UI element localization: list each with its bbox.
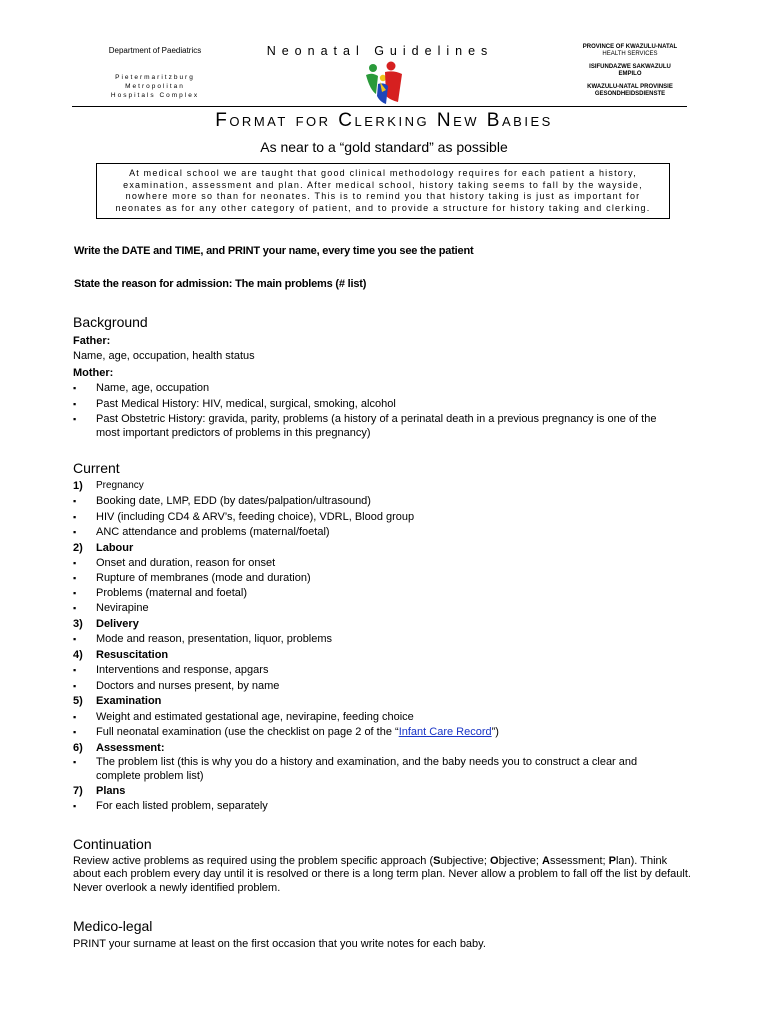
numbered-heading	[73, 617, 139, 631]
text-span: bjective;	[498, 855, 542, 867]
text-span: ubjective;	[440, 855, 490, 867]
complex-line: Metropolitan	[125, 83, 185, 90]
list-item-text: Problems (maternal and foetal)	[96, 587, 248, 599]
bullet-icon: ▪	[73, 573, 77, 583]
complex-line: Hospitals Complex	[110, 92, 200, 99]
item-label: Pregnancy	[96, 480, 144, 491]
father-text: Name, age, occupation, health status	[73, 350, 255, 362]
header-left	[90, 46, 220, 100]
soap-letter: A	[541, 855, 550, 867]
text-span: lan).	[615, 855, 638, 867]
list-item-text: ANC attendance and problems (maternal/foetal)	[96, 526, 330, 538]
soap-letter: S	[433, 855, 441, 867]
bullet-icon: ▪	[73, 558, 77, 568]
list-item-text: Booking date, LMP, EDD (by dates/palpation/ultrasound)	[96, 495, 371, 507]
list-item-text: Rupture of membranes (mode and duration)	[96, 572, 311, 584]
bullet-icon: ▪	[73, 634, 77, 644]
text-span: Full neonatal examination (use the checklist on page 2 of the “	[96, 726, 399, 738]
list-item-text: Past Medical History: HIV, medical, surgical, smoking, alcohol	[96, 398, 396, 410]
item-number: 5)	[73, 695, 83, 707]
father-label: Father:	[73, 335, 111, 347]
bullet-icon: ▪	[73, 603, 77, 613]
medico-legal-text: PRINT your surname at least on the first occasion that you write notes for each baby.	[73, 938, 486, 950]
kzn-health-logo	[362, 60, 412, 106]
list-item-text: Name, age, occupation	[96, 382, 210, 394]
list-item-text: Mode and reason, presentation, liquor, problems	[96, 633, 333, 645]
bullet-icon: ▪	[73, 665, 77, 675]
soap-letter: O	[490, 855, 499, 867]
page-subtitle: As near to a “gold standard” as possible	[260, 139, 508, 155]
text-span: ssessment;	[549, 855, 609, 867]
mother-label: Mother:	[73, 367, 114, 379]
bullet-icon: ▪	[73, 757, 77, 767]
province-name: PROVINCE OF KWAZULU-NATAL	[582, 44, 678, 50]
item-label: Labour	[96, 542, 134, 554]
province-sub-zulu: EMPILO	[618, 71, 642, 77]
continuation-paragraph	[73, 855, 693, 895]
bullet-icon: ▪	[73, 512, 77, 522]
bullet-icon: ▪	[73, 527, 77, 537]
section-heading-medico-legal: Medico-legal	[73, 918, 153, 934]
province-name-zulu: ISIFUNDAZWE SAKWAZULU	[589, 64, 671, 70]
text-span: Think about each problem every day until it is resolved or there is a long term plan. Never allow a problem to fall off the list by default. Never overlook a newly identified problem.	[73, 855, 691, 894]
header-divider	[72, 106, 687, 107]
list-item-text: Nevirapine	[96, 602, 149, 614]
section-heading-continuation: Continuation	[73, 836, 152, 852]
list-item-text: Doctors and nurses present, by name	[96, 680, 280, 692]
bullet-icon: ▪	[73, 681, 77, 691]
list-item-text: The problem list (this is why you do a history and examination, and the baby needs you to construct a clear and complete problem list)	[96, 756, 638, 782]
section-heading-background: Background	[73, 314, 148, 330]
item-number: 2)	[73, 542, 83, 554]
item-number: 6)	[73, 742, 83, 754]
list-item-text: Weight and estimated gestational age, nevirapine, feeding choice	[96, 711, 414, 723]
numbered-heading	[73, 648, 169, 662]
item-number: 4)	[73, 649, 83, 661]
list-item-text: HIV (including CD4 & ARV’s, feeding choice), VDRL, Blood group	[96, 511, 415, 523]
province-sub-afrikaans: GESONDHEIDSDIENSTE	[594, 91, 666, 97]
section-heading-current: Current	[73, 460, 120, 476]
numbered-heading	[73, 479, 144, 493]
hospital-complex	[90, 73, 220, 100]
numbered-heading	[73, 741, 165, 755]
bullet-icon: ▪	[73, 801, 77, 811]
bullet-icon: ▪	[73, 496, 77, 506]
item-number: 1)	[73, 480, 83, 492]
item-label: Examination	[96, 695, 162, 707]
guidelines-title: Neonatal Guidelines	[266, 44, 494, 58]
header-right	[560, 44, 700, 104]
list-item-text: Past Obstetric History: gravida, parity, problems (a history of a perinatal death in a previous pregnancy is one of the most important predictors of problems in this pregnancy)	[96, 413, 657, 439]
page-title: Format for Clerking New Babies	[215, 110, 553, 131]
bullet-icon: ▪	[73, 712, 77, 722]
item-label: Delivery	[96, 618, 139, 630]
item-label: Plans	[96, 785, 126, 797]
complex-line: Pietermaritzburg	[115, 74, 195, 81]
item-label: Assessment:	[96, 742, 165, 754]
item-number: 3)	[73, 618, 83, 630]
text-span: ”)	[491, 726, 499, 738]
numbered-heading	[73, 784, 126, 798]
text-span: Review active problems as required using the problem specific approach (	[73, 855, 434, 867]
bullet-icon: ▪	[73, 399, 77, 409]
province-name-afrikaans: KWAZULU-NATAL PROVINSIE	[587, 84, 673, 90]
numbered-heading	[73, 694, 162, 708]
item-number: 7)	[73, 785, 83, 797]
bullet-icon: ▪	[73, 383, 77, 393]
bullet-icon: ▪	[73, 588, 77, 598]
instruction-date-time: Write the DATE and TIME, and PRINT your name, every time you see the patient	[74, 245, 474, 257]
soap-letter: P	[608, 855, 616, 867]
bullet-icon: ▪	[73, 727, 77, 737]
province-sub: HEALTH SERVICES	[602, 51, 658, 57]
bullet-icon: ▪	[73, 414, 77, 424]
list-item-text: For each listed problem, separately	[96, 800, 268, 812]
infant-care-record-link[interactable]: Infant Care Record	[398, 726, 492, 738]
department-name: Department of Paediatrics	[108, 46, 202, 55]
instruction-reason: State the reason for admission: The main problems (# list)	[74, 278, 367, 290]
list-item-text: Interventions and response, apgars	[96, 664, 269, 676]
list-item-text	[96, 725, 681, 739]
list-item-text: Onset and duration, reason for onset	[96, 557, 276, 569]
numbered-heading	[73, 541, 134, 555]
item-label: Resuscitation	[96, 649, 169, 661]
intro-box: At medical school we are taught that good clinical methodology requires for each patient a history, examination, assessment and plan. After medical school, history taking seems to fall by the wayside, nowhere more so than for neonates. This is to remind you that history taking is just as important for neonates as for any other category of patient, and to provide a structure for history taking and clerking.	[96, 163, 670, 219]
